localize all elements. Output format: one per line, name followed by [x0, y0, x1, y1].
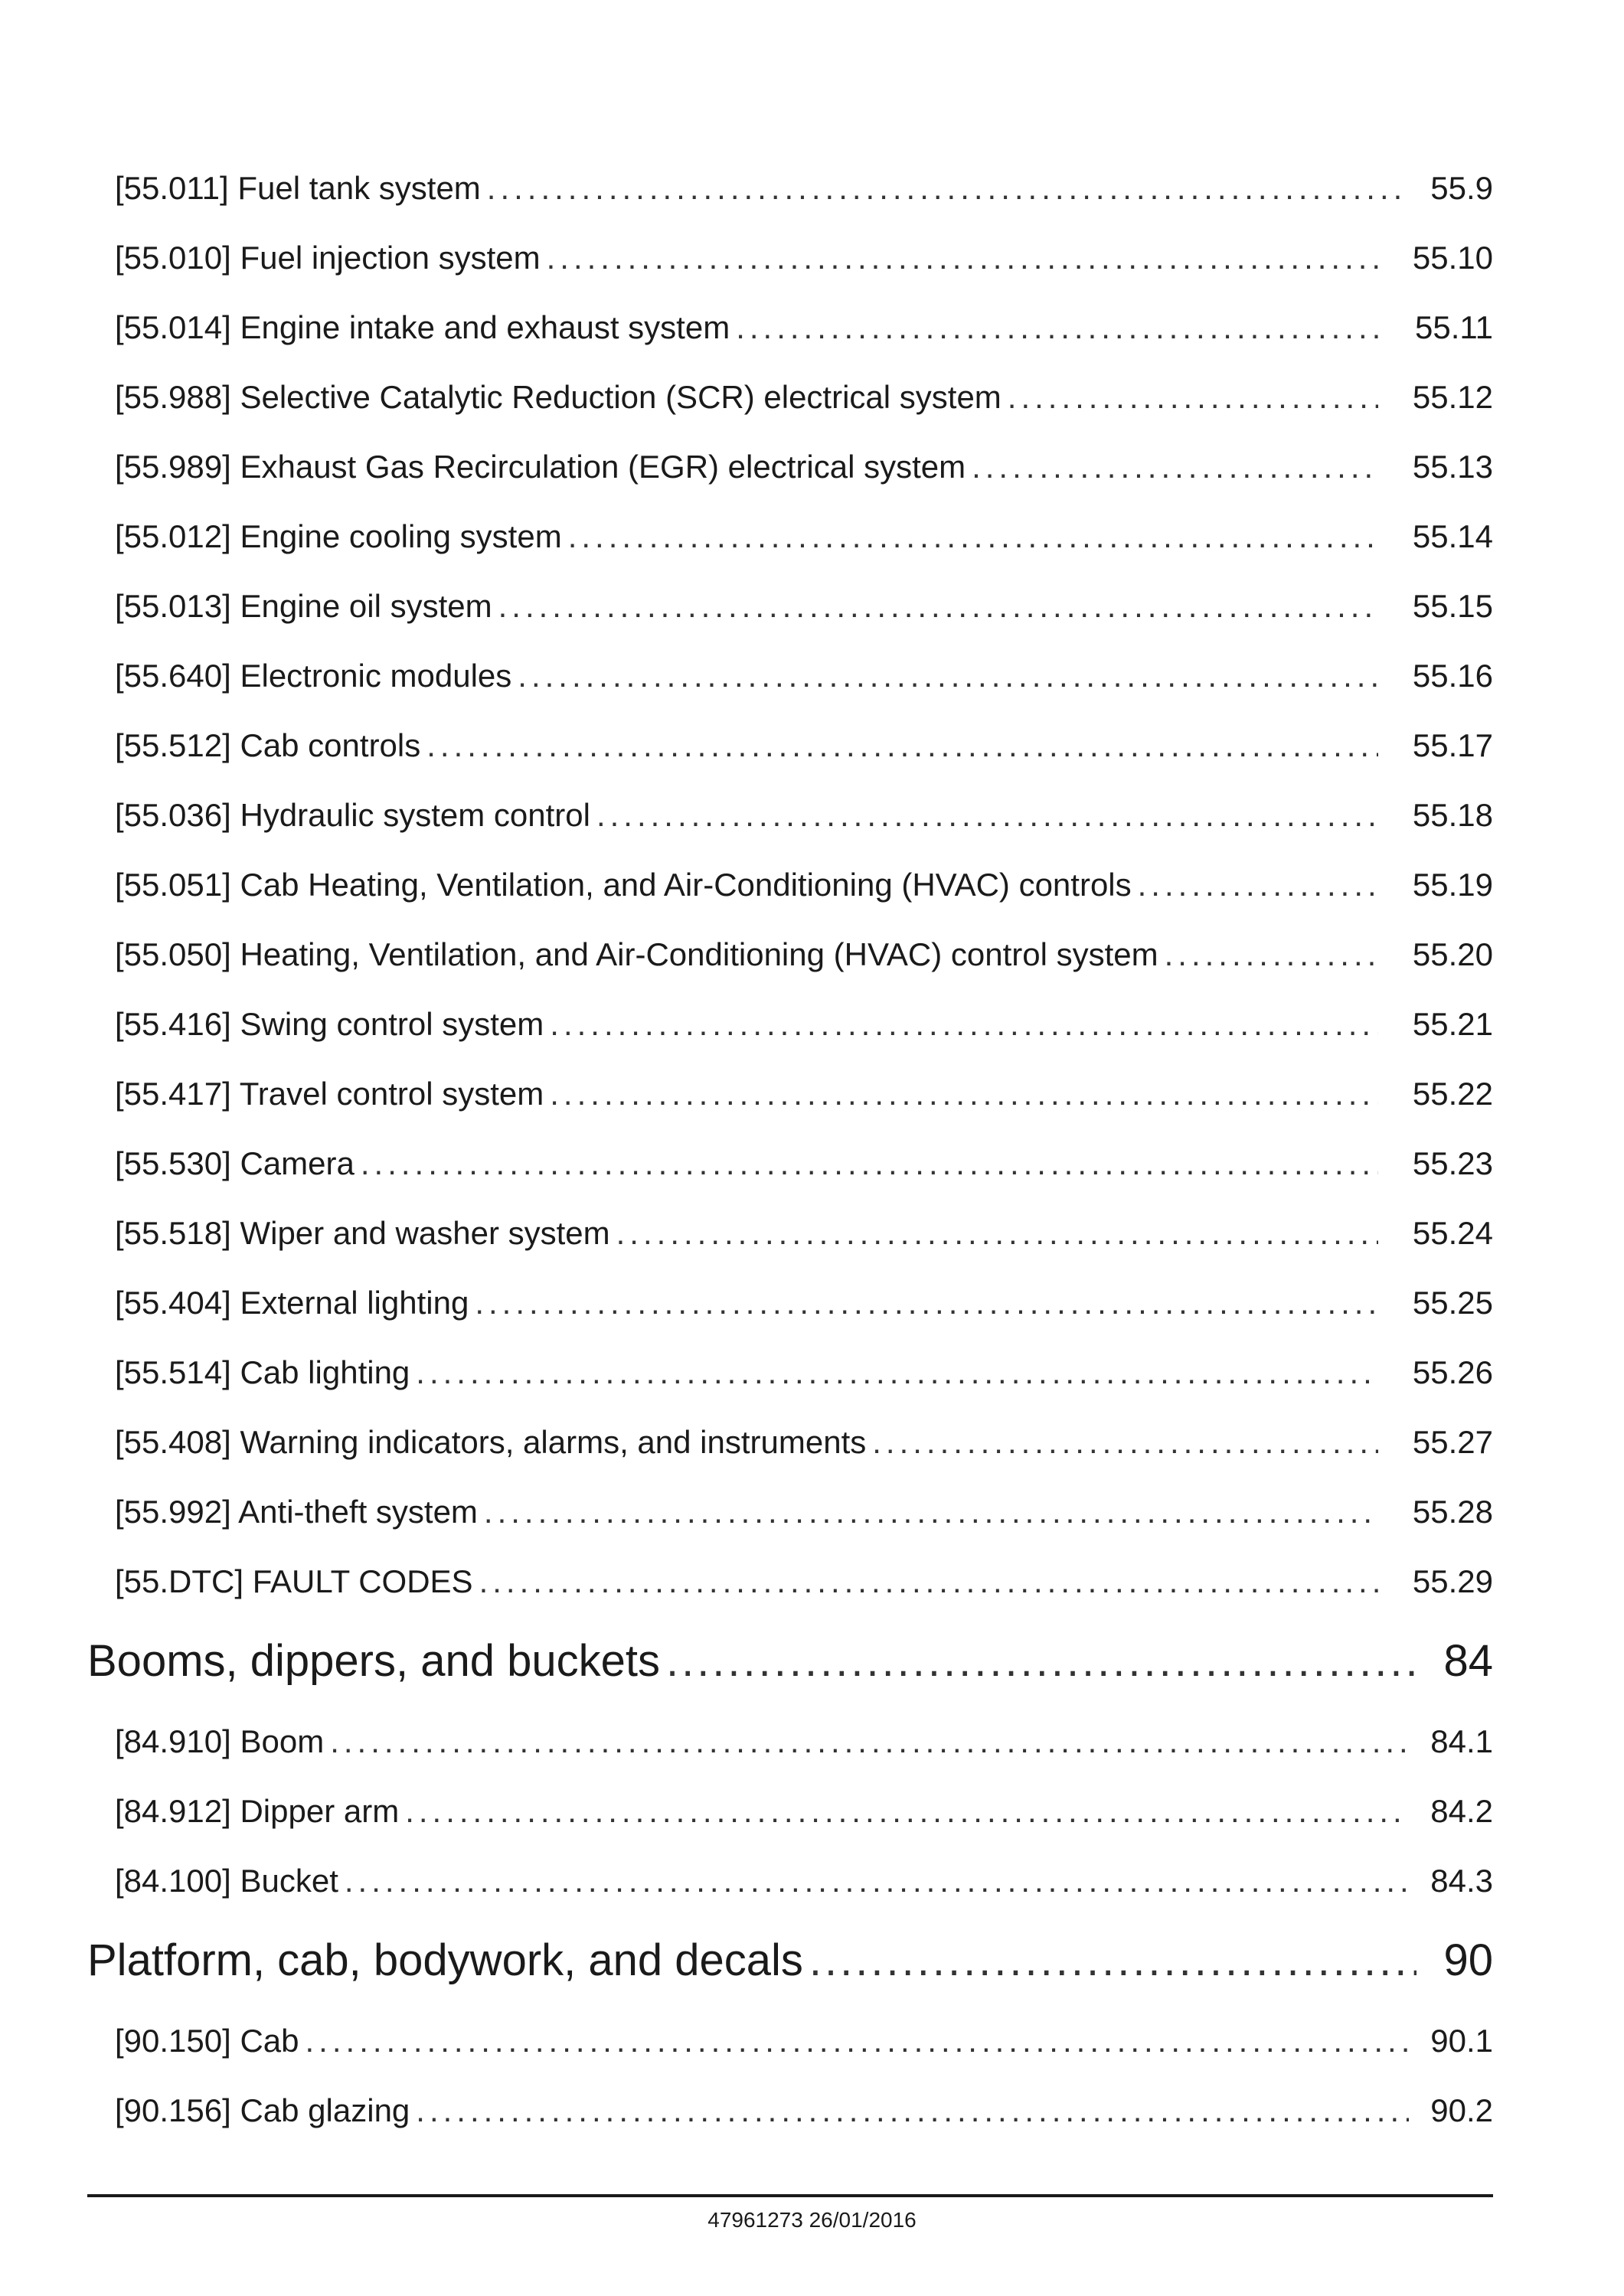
- toc-entry-title: [55.416] Swing control system: [115, 1006, 544, 1042]
- toc-entry-page: 55.11: [1415, 309, 1493, 345]
- toc-chapter[interactable]: [87, 1616, 1493, 1706]
- toc-entry-page: 55.12: [1412, 379, 1493, 415]
- toc-entry-page: 84.2: [1430, 1793, 1493, 1829]
- dot-leader: [330, 1706, 1409, 1776]
- toc-entry[interactable]: [87, 153, 1493, 223]
- toc-entry-title: [55.013] Engine oil system: [115, 588, 492, 624]
- toc-entry-title: [55.989] Exhaust Gas Recirculation (EGR) electrical system: [115, 449, 966, 485]
- toc-entry-page: 84.1: [1430, 1723, 1493, 1759]
- dot-leader: [972, 432, 1378, 501]
- dot-leader: [666, 1616, 1417, 1706]
- toc-entry-title: [55.DTC] FAULT CODES: [115, 1563, 473, 1599]
- toc-entry-page: 55.18: [1412, 797, 1493, 833]
- dot-leader: [1008, 362, 1378, 432]
- toc-entry-title: [84.912] Dipper arm: [115, 1793, 400, 1829]
- toc-entry[interactable]: [87, 1706, 1493, 1776]
- toc-entry[interactable]: [87, 850, 1493, 919]
- toc-entry[interactable]: [87, 2076, 1493, 2145]
- toc-chapter-title: Platform, cab, bodywork, and decals: [87, 1935, 803, 1985]
- toc-entry-page: 55.24: [1412, 1215, 1493, 1251]
- toc-entry-page: 55.25: [1412, 1285, 1493, 1321]
- dot-leader: [550, 989, 1378, 1059]
- dot-leader: [405, 1776, 1409, 1846]
- toc-entry-page: 55.23: [1412, 1145, 1493, 1181]
- dot-leader: [475, 1268, 1378, 1337]
- toc-entry-title: [90.150] Cab: [115, 2023, 299, 2059]
- toc-entry[interactable]: [87, 501, 1493, 571]
- dot-leader: [872, 1407, 1378, 1477]
- toc-entry-page: 55.26: [1412, 1354, 1493, 1390]
- toc-entry-title: [55.050] Heating, Ventilation, and Air-Conditioning (HVAC) control system: [115, 936, 1158, 972]
- dot-leader: [361, 1128, 1378, 1198]
- toc-entry-title: [55.514] Cab lighting: [115, 1354, 410, 1390]
- toc-entry-page: 55.16: [1412, 658, 1493, 694]
- toc-entry-page: 55.20: [1412, 936, 1493, 972]
- dot-leader: [616, 1198, 1378, 1268]
- dot-leader: [809, 1916, 1417, 2006]
- toc-entry-page: 55.10: [1412, 240, 1493, 276]
- dot-leader: [498, 571, 1378, 641]
- dot-leader: [345, 1846, 1409, 1916]
- toc-entry[interactable]: [87, 362, 1493, 432]
- dot-leader: [596, 780, 1378, 850]
- toc-entry-title: [55.012] Engine cooling system: [115, 518, 562, 554]
- toc-entry[interactable]: [87, 1337, 1493, 1407]
- toc-entry-page: 55.19: [1412, 867, 1493, 903]
- dot-leader: [416, 2076, 1409, 2145]
- dot-leader: [1165, 919, 1378, 989]
- dot-leader: [416, 1337, 1378, 1407]
- toc-entry[interactable]: [87, 641, 1493, 710]
- toc-chapter-title: Booms, dippers, and buckets: [87, 1636, 660, 1686]
- toc-entry-title: [90.156] Cab glazing: [115, 2092, 410, 2128]
- toc-entry-page: 55.15: [1412, 588, 1493, 624]
- toc-entry-page: 55.17: [1412, 727, 1493, 763]
- toc-entry-title: [55.010] Fuel injection system: [115, 240, 541, 276]
- dot-leader: [550, 1059, 1378, 1128]
- toc-entry-title: [55.640] Electronic modules: [115, 658, 512, 694]
- toc-entry-title: [55.988] Selective Catalytic Reduction (SCR) electrical system: [115, 379, 1002, 415]
- toc-entry-title: [55.404] External lighting: [115, 1285, 469, 1321]
- toc-entry-title: [84.910] Boom: [115, 1723, 325, 1759]
- toc-entry-page: 55.13: [1412, 449, 1493, 485]
- table-of-contents: [87, 153, 1493, 2145]
- dot-leader: [484, 1477, 1378, 1546]
- document-footer: 47961273 26/01/2016: [707, 2208, 917, 2232]
- toc-entry-page: 90.2: [1430, 2092, 1493, 2128]
- dot-leader: [568, 501, 1378, 571]
- toc-entry[interactable]: [87, 571, 1493, 641]
- dot-leader: [487, 153, 1409, 223]
- toc-entry[interactable]: [87, 1477, 1493, 1546]
- toc-entry[interactable]: [87, 1407, 1493, 1477]
- toc-entry[interactable]: [87, 1546, 1493, 1616]
- dot-leader: [736, 292, 1378, 362]
- toc-entry-title: [55.530] Camera: [115, 1145, 355, 1181]
- toc-entry-page: 90.1: [1430, 2023, 1493, 2059]
- toc-entry[interactable]: [87, 780, 1493, 850]
- toc-entry-title: [55.992] Anti-theft system: [115, 1494, 478, 1530]
- toc-entry-title: [55.051] Cab Heating, Ventilation, and Air-Conditioning (HVAC) controls: [115, 867, 1132, 903]
- toc-entry[interactable]: [87, 2006, 1493, 2076]
- dot-leader: [1138, 850, 1378, 919]
- toc-entry-page: 55.14: [1412, 518, 1493, 554]
- toc-entry-title: [55.011] Fuel tank system: [115, 170, 481, 206]
- toc-entry-page: 55.22: [1412, 1076, 1493, 1112]
- toc-entry[interactable]: [87, 1776, 1493, 1846]
- toc-entry[interactable]: [87, 292, 1493, 362]
- toc-entry-page: 84.3: [1430, 1863, 1493, 1899]
- dot-leader: [426, 710, 1378, 780]
- dot-leader: [306, 2006, 1409, 2076]
- toc-entry[interactable]: [87, 223, 1493, 292]
- toc-entry[interactable]: [87, 1268, 1493, 1337]
- toc-entry-title: [55.036] Hydraulic system control: [115, 797, 590, 833]
- toc-chapter-page: 84: [1443, 1636, 1493, 1686]
- toc-entry-page: 55.9: [1430, 170, 1493, 206]
- toc-entry[interactable]: [87, 919, 1493, 989]
- toc-entry-title: [55.512] Cab controls: [115, 727, 421, 763]
- dot-leader: [547, 223, 1378, 292]
- toc-entry[interactable]: [87, 1128, 1493, 1198]
- toc-entry-page: 55.29: [1412, 1563, 1493, 1599]
- footer-divider: [87, 2194, 1493, 2197]
- toc-entry-title: [55.408] Warning indicators, alarms, and instruments: [115, 1424, 867, 1460]
- toc-entry-page: 55.21: [1412, 1006, 1493, 1042]
- toc-entry-page: 55.28: [1412, 1494, 1493, 1530]
- toc-entry-title: [55.518] Wiper and washer system: [115, 1215, 610, 1251]
- toc-entry-title: [55.014] Engine intake and exhaust system: [115, 309, 730, 345]
- toc-entry-page: 55.27: [1412, 1424, 1493, 1460]
- toc-entry-title: [84.100] Bucket: [115, 1863, 338, 1899]
- toc-chapter-page: 90: [1443, 1935, 1493, 1985]
- toc-entry[interactable]: [87, 1059, 1493, 1128]
- dot-leader: [479, 1546, 1378, 1616]
- toc-entry-title: [55.417] Travel control system: [115, 1076, 544, 1112]
- toc-chapter[interactable]: [87, 1916, 1493, 2006]
- toc-entry[interactable]: [87, 1198, 1493, 1268]
- toc-entry[interactable]: [87, 710, 1493, 780]
- toc-entry[interactable]: [87, 989, 1493, 1059]
- toc-entry[interactable]: [87, 432, 1493, 501]
- toc-entry[interactable]: [87, 1846, 1493, 1916]
- dot-leader: [518, 641, 1378, 710]
